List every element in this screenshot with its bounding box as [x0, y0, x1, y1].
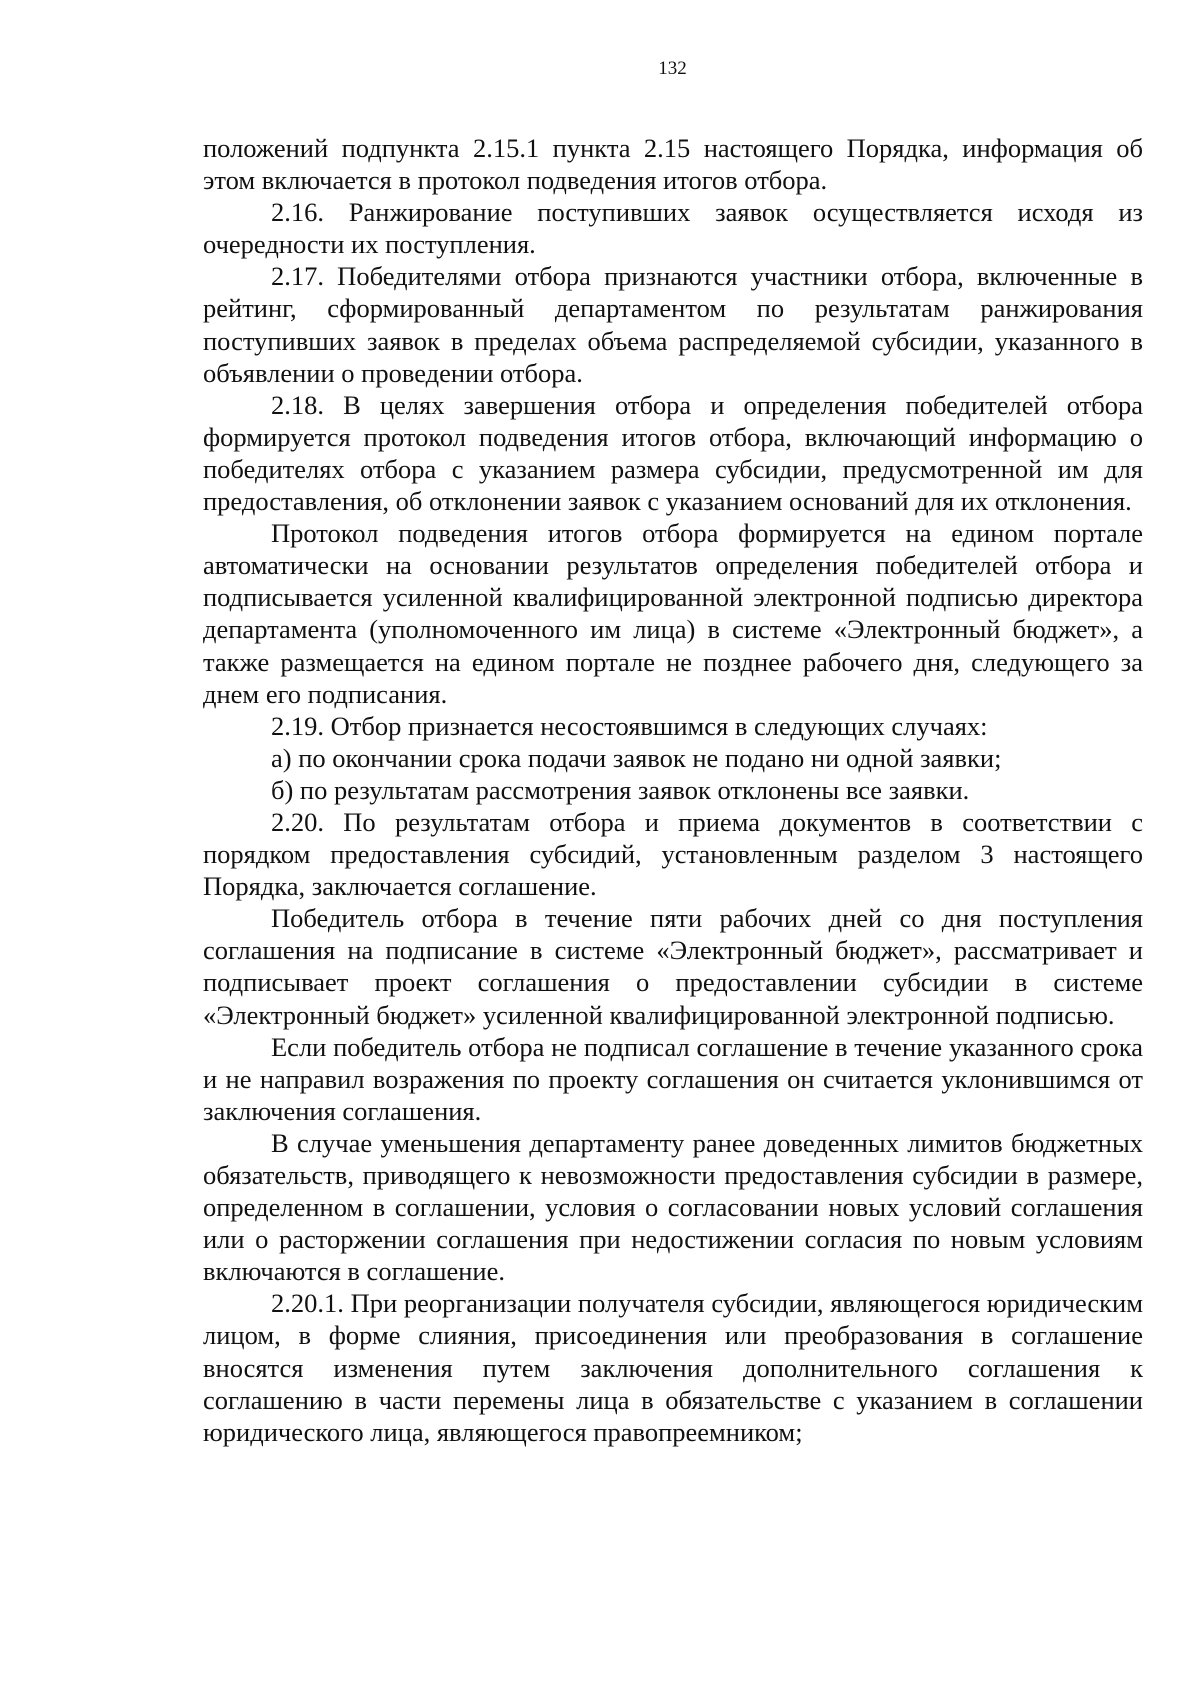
paragraph-2-20: 2.20. По результатам отбора и приема документов в соответствии с порядком предоставления субсидий, установленным разделом 3 настоящего Порядка, заключается соглашение. [203, 806, 1143, 902]
paragraph-limits-reduction: В случае уменьшения департаменту ранее доведенных лимитов бюджетных обязательств, приводящего к невозможности предоставления субсидии в размере, определенном в соглашении, условия о согласовании новых условий соглашения или о расторжении соглашения при недостижении согласия по новым условиям включаются в соглашение. [203, 1127, 1143, 1287]
paragraph-2-16: 2.16. Ранжирование поступивших заявок осуществляется исходя из очередности их поступления. [203, 197, 1143, 260]
list-item-b: б) по результатам рассмотрения заявок отклонены все заявки. [271, 774, 970, 805]
paragraph-winner-signing: Победитель отбора в течение пяти рабочих дней со дня поступления соглашения на подписание в системе «Электронный бюджет», рассматривает и подписывает проект соглашения о предоставлении субсидии в системе «Электронный бюджет» усиленной квалифицированной электронной подписью. [203, 903, 1143, 1030]
paragraph-continuation: положений подпункта 2.15.1 пункта 2.15 настоящего Порядка, информация об этом включается в протокол подведения итогов отбора. [203, 133, 1143, 196]
paragraph-2-17: 2.17. Победителями отбора признаются участники отбора, включенные в рейтинг, сформированный департаментом по результатам ранжирования поступивших заявок в пределах объема распределяемой субсидии, указанного в объявлении о проведении отбора. [203, 261, 1143, 388]
paragraph-2-19: 2.19. Отбор признается несостоявшимся в следующих случаях: [271, 710, 988, 741]
paragraph-2-20-1: 2.20.1. При реорганизации получателя субсидии, являющегося юридическим лицом, в форме слияния, присоединения или преобразования в соглашение вносятся изменения путем заключения дополнительного соглашения к соглашению в части перемены лица в обязательстве с указанием в соглашении юридического лица, являющегося правопреемником; [203, 1288, 1143, 1447]
document-body [203, 132, 1143, 1448]
paragraph-evasion: Если победитель отбора не подписал соглашение в течение указанного срока и не направил возражения по проекту соглашения он считается уклонившимся от заключения соглашения. [203, 1031, 1143, 1126]
page-number: 132 [658, 58, 687, 79]
paragraph-2-18: 2.18. В целях завершения отбора и определения победителей отбора формируется протокол подведения итогов отбора, включающий информацию о победителях отбора с указанием размера субсидии, предусмотренной им для предоставления, об отклонении заявок с указанием оснований для их отклонения. [203, 389, 1143, 517]
list-item-a: а) по окончании срока подачи заявок не подано ни одной заявки; [271, 742, 1002, 773]
paragraph-protocol: Протокол подведения итогов отбора формируется на едином портале автоматически на основании результатов определения победителей отбора и подписывается усиленной квалифицированной электронной подписью директора департамента (уполномоченного им лица) в системе «Электронный бюджет», а также размещается на едином портале не позднее рабочего дня, следующего за днем его подписания. [203, 518, 1143, 709]
